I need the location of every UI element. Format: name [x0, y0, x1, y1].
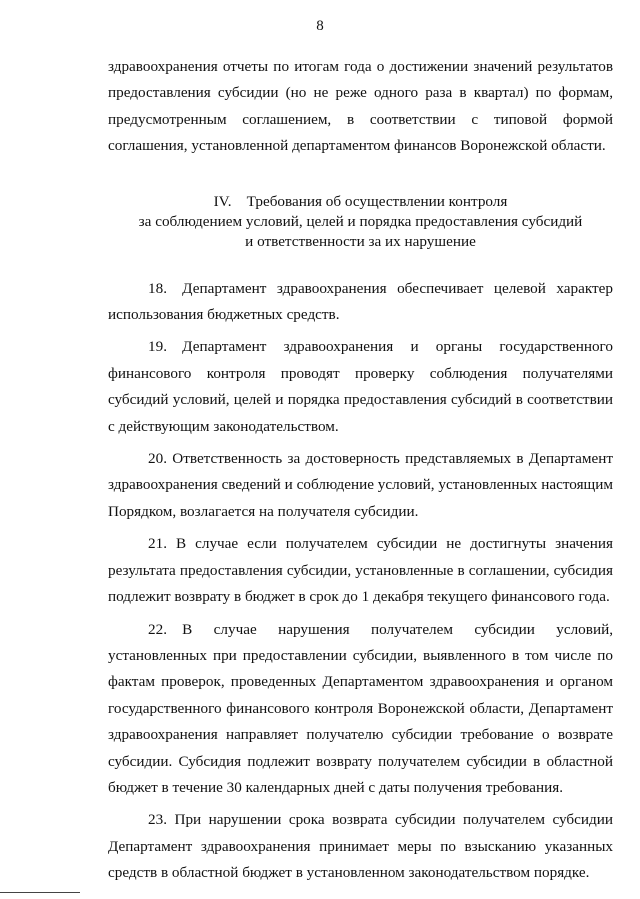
paragraph-20: 20. Ответственность за достоверность представляемых в Департамент здравоохранения сведений и соблюдение условий, установленных настоящим Порядком, возлагается на получателя субсидии.: [108, 450, 613, 520]
section-heading: [108, 192, 613, 252]
paragraph-23: 23. При нарушении срока возврата субсидии получателем субсидии Департамент здравоохранения принимает меры по взысканию указанных средств в областной бюджет в установленном законодательством порядке.: [108, 811, 613, 882]
paragraph-22: 22. В случае нарушения получателем субсидии условий, установленных при предоставлении субсидии, выявленного в том числе по фактам проверок, проведенных Департаментом здравоохранения и органом государственного финансового контроля Воронежской области, Департамент здравоохранения направляет получателю субсидии требование о возврате субсидии. Субсидия подлежит возврату получателем субсидии в областной бюджет в течение 30 календарных дней с даты получения требования.: [108, 620, 613, 796]
paragraph-21: 21. В случае если получателем субсидии не достигнуты значения результата предоставления субсидии, установленные в соглашении, субсидия подлежит возврату в бюджет в срок до 1 декабря текущего финансового года.: [108, 535, 613, 606]
section-heading-line-3: и ответственности за их нарушение: [245, 232, 476, 250]
page-number: 8: [316, 18, 324, 34]
document-body: [108, 54, 613, 887]
section-heading-line-2: за соблюдением условий, целей и порядка предоставления субсидий: [138, 212, 583, 230]
footnote-divider: [0, 892, 80, 893]
section-heading-line-1: IV. Требования об осуществлении контроля: [213, 192, 508, 210]
paragraph-18: 18. Департамент здравоохранения обеспечивает целевой характер использования бюджетных средств.: [108, 279, 613, 324]
continuation-paragraph: здравоохранения отчеты по итогам года о достижении значений результатов предоставления субсидии (но не реже одного раза в квартал) по формам, предусмотренным соглашением, в соответствии с типовой формой соглашения, установленной департаментом финансов Воронежской области.: [108, 58, 613, 155]
paragraph-19: 19. Департамент здравоохранения и органы государственного финансового контроля проводят проверку соблюдения получателями субсидий условий, целей и порядка предоставления субсидий в соответствии с действующим законодательством.: [108, 338, 613, 435]
